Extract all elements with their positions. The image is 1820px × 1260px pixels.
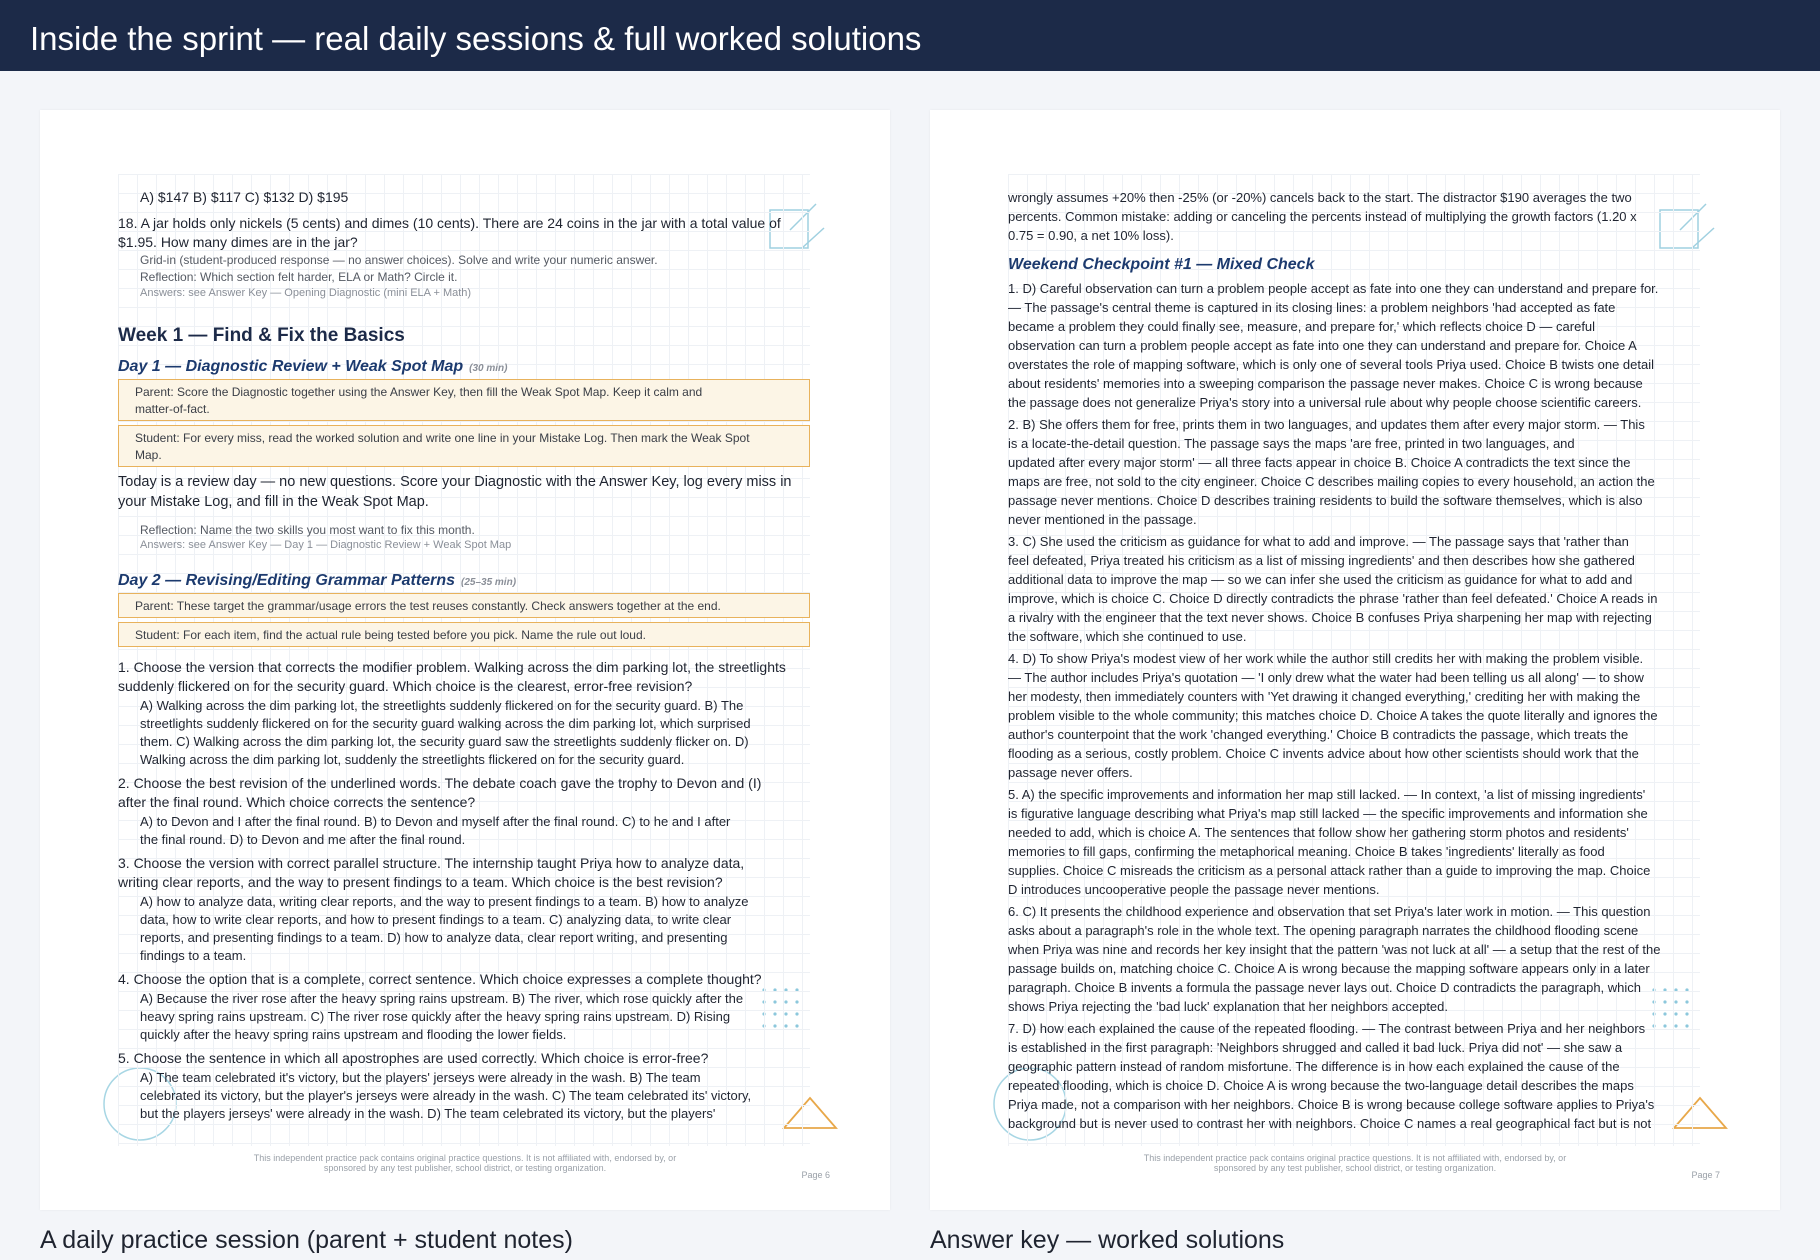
answer-6-line: 6. C) It presents the childhood experience and observation that set Priya's later work in motion. — This question [1008,904,1651,919]
question-3-choices: findings to a team. [140,948,247,963]
question-1-line: suddenly flickered on for the security guard. Which choice is the clearest, error-free revision? [118,678,693,694]
question-4-choices: heavy spring rains upstream. C) The river rose quickly after the heavy spring rains upstream. D) Rising [140,1009,731,1024]
answer-7-line: background but is never used to contrast her with neighbors. Choice C names a real geographical fact but is not [1008,1116,1652,1131]
answer-1-line: observation can turn a problem people accept as fate into one they can understand and prepare for. Choice A [1008,338,1637,353]
answer-5-line: is figurative language describing what Priya's map still lacked — the specific improvements and information she [1008,806,1648,821]
week-heading: Week 1 — Find & Fix the Basics [118,325,405,346]
answer-1-line: overstates the role of mapping software, which is only one of several tools Priya used. Choice B twists one detail [1008,357,1654,372]
answer-4-line: 4. D) To show Priya's modest view of her work while the author still credits her with making the problem visible. [1008,651,1644,666]
answer-3-line: improve, which is choice C. Choice D directly contradicts the phrase 'rather than feel defeated.' Choice A reads in [1008,591,1658,606]
intro-line: 0.75 = 0.90, a net 10% loss). [1008,228,1174,243]
question-2-choices: the final round. D) to Devon and me after the final round. [140,832,466,847]
question-1-line: 1. Choose the version that corrects the modifier problem. Walking across the dim parking lot, the streetlights [118,659,786,675]
answer-2-line: never mentioned in the passage. [1008,512,1197,527]
practice-page-6 [40,110,890,1210]
question-3-choices: A) how to analyze data, writing clear reports, and the way to present findings to a team. B) how to analyze [140,894,749,909]
disclaimer-line: This independent practice pack contains original practice questions. It is not affiliated with, endorsed by, or [253,1153,677,1163]
student-note-day-2 [118,622,810,647]
answers-reference: Answers: see Answer Key — Opening Diagnostic (mini ELA + Math) [140,287,472,299]
question-3-line: writing clear reports, and the way to present findings to a team. Which choice is the best revision? [118,874,723,890]
page-title: Inside the sprint — real daily sessions & full worked solutions [30,20,922,57]
question-4-choices: quickly after the heavy spring rains upstream and flooding the lower fields. [140,1027,567,1042]
answer-3-line: additional data to improve the map — so we can infer she used the criticism as guidance for what to add and [1008,572,1633,587]
day-1-heading [118,356,810,380]
parent-note-line: matter-of-fact. [135,402,210,416]
answer-1-line: the passage does not generalize Priya's story into a universal rule about why people choose scientific careers. [1008,395,1642,410]
page-number: Page 6 [801,1170,830,1180]
answer-2-line: maps are free, not sold to the city engineer. Choice C describes mailing copies to every household, an action the [1008,474,1655,489]
answer-1-line: about residents' memories into a sweeping comparison the passage never makes. Choice C is wrong because [1008,376,1643,391]
answer-3-line: the software, which she continued to use. [1008,629,1247,644]
answer-6-line: shows Priya rejecting the 'bad luck' explanation that her neighbors accepted. [1008,999,1449,1014]
intro-line: percents. Common mistake: adding or canceling the percents instead of multiplying the growth factors (1.20 x [1008,209,1637,224]
parent-note-day-2 [118,593,810,618]
answer-4-line: passage never offers. [1008,765,1133,780]
right-caption: Answer key — worked solutions [930,1226,1285,1254]
day-2-title: Day 2 — Revising/Editing Grammar Patterns [118,572,455,589]
disclaimer-line: sponsored by any test publisher, school district, or testing organization. [1213,1163,1497,1173]
page-content [118,174,810,1146]
question-18-line-1: 18. A jar holds only nickels (5 cents) and dimes (10 cents). There are 24 coins in the jar with a total value of [118,215,781,231]
answer-6-line: paragraph. Choice B invents a formula the passage never lays out. Choice D contradicts the paragraph, which [1008,980,1642,995]
question-2-line: after the final round. Which choice corrects the sentence? [118,794,476,810]
answer-3-line: 3. C) She used the criticism as guidance for what to add and improve. — The passage says that 'rather than [1008,534,1629,549]
answer-5-line: 5. A) the specific improvements and information her map still lacked. — In context, 'a list of missing ingredients' [1008,787,1646,802]
answer-4-line: flooding as a serious, costly problem. Choice C invents advice about how other scientists should work that the [1008,746,1639,761]
answer-3-line: feel defeated, Priya treated his criticism as a list of missing ingredients' and then describes how she gathered [1008,553,1635,568]
question-3-line: 3. Choose the version with correct parallel structure. The internship taught Priya how to analyze data, [118,855,745,871]
left-caption: A daily practice session (parent + student notes) [40,1226,573,1254]
answer-key-page-7 [930,110,1780,1210]
parent-note-line: Parent: These target the grammar/usage errors the test reuses constantly. Check answers together at the end. [135,599,721,613]
question-1-choices: streetlights suddenly flickered on for the security guard walking across the dim parking lot, which surprised [140,716,751,731]
page-number: Page 7 [1691,1170,1720,1180]
checkpoint-heading: Weekend Checkpoint #1 — Mixed Check [1008,256,1315,273]
question-5-line: 5. Choose the sentence in which all apostrophes are used correctly. Which choice is error-free? [118,1050,709,1066]
day-2-duration: (25–35 min) [461,577,517,588]
student-note-line: Student: For every miss, read the worked solution and write one line in your Mistake Log. Then mark the Weak Spot [135,431,750,445]
question-1-choices: Walking across the dim parking lot, suddenly the streetlights flickered on for the security guard. [140,752,685,767]
question-1-choices: them. C) Walking across the dim parking lot, the security guard saw the streetlights suddenly flicker on. D) [140,734,749,749]
student-note-line: Student: For each item, find the actual rule being tested before you pick. Name the rule out loud. [135,628,646,642]
question-5-choices: A) The team celebrated it's victory, but the players' jerseys were already in the wash. B) The team [140,1070,701,1085]
answer-7-line: repeated flooding, which is choice D. Choice A is wrong because the two-language detail describes the maps [1008,1078,1634,1093]
question-2-line: 2. Choose the best revision of the underlined words. The debate coach gave the trophy to Devon and (I) [118,775,762,791]
answer-7-line: is established in the first paragraph: 'Neighbors shrugged and called it bad luck. Priya did not' — she saw a [1008,1040,1623,1055]
question-5-choices: but the players jerseys' were already in the wash. D) The team celebrated its victory, but the players' [140,1106,716,1121]
answer-2-line: 2. B) She offers them for free, prints them in two languages, and updates them after every major storm. — This [1008,417,1645,432]
answer-1-line: — The passage's central theme is captured in its closing lines: a problem neighbors 'had accepted as fate [1008,300,1616,315]
answer-1-line: became a problem they could finally see, measure, and prepare for,' which reflects choice D — careful [1008,319,1596,334]
day-1-body-line: Today is a review day — no new questions. Score your Diagnostic with the Answer Key, log every miss in [118,474,792,490]
grid-in-instruction: Grid-in (student-produced response — no answer choices). Solve and write your numeric answer. [140,253,658,267]
answer-5-line: memories to fill gaps, confirming the metaphorical meaning. Choice B takes 'ingredients' literally as food [1008,844,1605,859]
answer-3-line: a rivalry with the engineer that the text never shows. Choice B confuses Priya sharpening her map with rejecting [1008,610,1652,625]
answer-2-line: passage never mentions. Choice D describes training residents to build the software themselves, which is also [1008,493,1643,508]
answer-4-line: author's counterpoint that the work 'changed everything.' Choice B contradicts the passage, which treats the [1008,727,1629,742]
answer-4-line: problem visible to the whole community; this matches choice D. Choice A takes the quote literally and ignores the [1008,708,1658,723]
answer-6-line: asks about a paragraph's role in the whole text. The opening paragraph narrates the childhood flooding scene [1008,923,1639,938]
answer-4-line: her modesty, then immediately counters with 'Yet drawing it changed everything,' crediting her with making the [1008,689,1641,704]
day-1-answers-reference: Answers: see Answer Key — Day 1 — Diagnostic Review + Weak Spot Map [140,539,512,551]
disclaimer-line: This independent practice pack contains original practice questions. It is not affiliated with, endorsed by, or [1143,1153,1567,1163]
question-3-choices: reports, and presenting findings to a team. D) how to analyze data, clear report writing, and presenting [140,930,728,945]
day-2-heading [118,570,810,594]
answer-6-line: passage builds on, matching choice C. Choice A is wrong because the mapping software appears only in a later [1008,961,1650,976]
header-bar [0,0,1820,71]
answer-choices-17: A) $147 B) $117 C) $132 D) $195 [140,189,349,205]
question-2-choices: A) to Devon and I after the final round. B) to Devon and myself after the final round. C) to he and I after [140,814,731,829]
day-1-title: Day 1 — Diagnostic Review + Weak Spot Map [118,358,464,375]
answer-7-line: 7. D) how each explained the cause of the repeated flooding. — The contrast between Priya and her neighbors [1008,1021,1646,1036]
student-note-day-1 [118,425,810,467]
answer-5-line: D introduces uncooperative people the passage never mentions. [1008,882,1380,897]
answer-6-line: when Priya was nine and records her key insight that the pattern 'was not luck at all' — a setup that the rest of the [1008,942,1661,957]
answer-2-line: is a locate-the-detail question. The passage says the maps 'are free, printed in two languages, and [1008,436,1575,451]
answer-5-line: supplies. Choice C misreads the criticism as a personal attack rather than a guide to improving the map. Choice [1008,863,1651,878]
parent-note-day-1 [118,379,810,421]
day-1-body-line: your Mistake Log, and fill in the Weak Spot Map. [118,494,429,510]
answer-5-line: needed to add, which is choice A. The sentences that follow show her gathering storm photos and residents' [1008,825,1629,840]
question-4-line: 4. Choose the option that is a complete, correct sentence. Which choice expresses a complete thought? [118,971,762,987]
day-1-duration: (30 min) [469,363,508,374]
answer-1-line: 1. D) Careful observation can turn a problem people accept as fate into one they can understand and prepare for. [1008,281,1659,296]
question-18-line-2: $1.95. How many dimes are in the jar? [118,234,358,250]
answer-7-line: Priya made, not a comparison with her neighbors. Choice B is wrong because college software applies to Priya's [1008,1097,1655,1112]
intro-line: wrongly assumes +20% then -25% (or -20%) cancels back to the start. The distractor $190 averages the two [1008,190,1632,205]
answer-2-line: updated after every major storm' — all three facts appear in choice B. Choice A contradicts the text since the [1008,455,1631,470]
question-5-choices: celebrated its victory, but the player's jerseys were already in the wash. C) The team celebrated its' victory, [140,1088,752,1103]
answer-4-line: — The author includes Priya's quotation — 'I only drew what the water had been telling us all along' — to show [1008,670,1644,685]
question-3-choices: data, how to write clear reports, and how to present findings to a team. C) analyzing data, to write clear [140,912,732,927]
day-1-reflection: Reflection: Name the two skills you most want to fix this month. [140,523,475,537]
question-1-choices: A) Walking across the dim parking lot, the streetlights suddenly flickered on for the security guard. B) The [140,698,744,713]
reflection-prompt: Reflection: Which section felt harder, ELA or Math? Circle it. [140,270,458,284]
student-note-line: Map. [135,448,162,462]
disclaimer-line: sponsored by any test publisher, school district, or testing organization. [323,1163,607,1173]
parent-note-line: Parent: Score the Diagnostic together using the Answer Key, then fill the Weak Spot Map. Keep it calm and [135,385,703,399]
answer-7-line: geographic pattern instead of random misfortune. The difference is in how each explained the cause of the [1008,1059,1620,1074]
answer-key-content [1008,174,1700,1146]
question-4-choices: A) Because the river rose after the heavy spring rains upstream. B) The river, which rose quickly after the [140,991,744,1006]
